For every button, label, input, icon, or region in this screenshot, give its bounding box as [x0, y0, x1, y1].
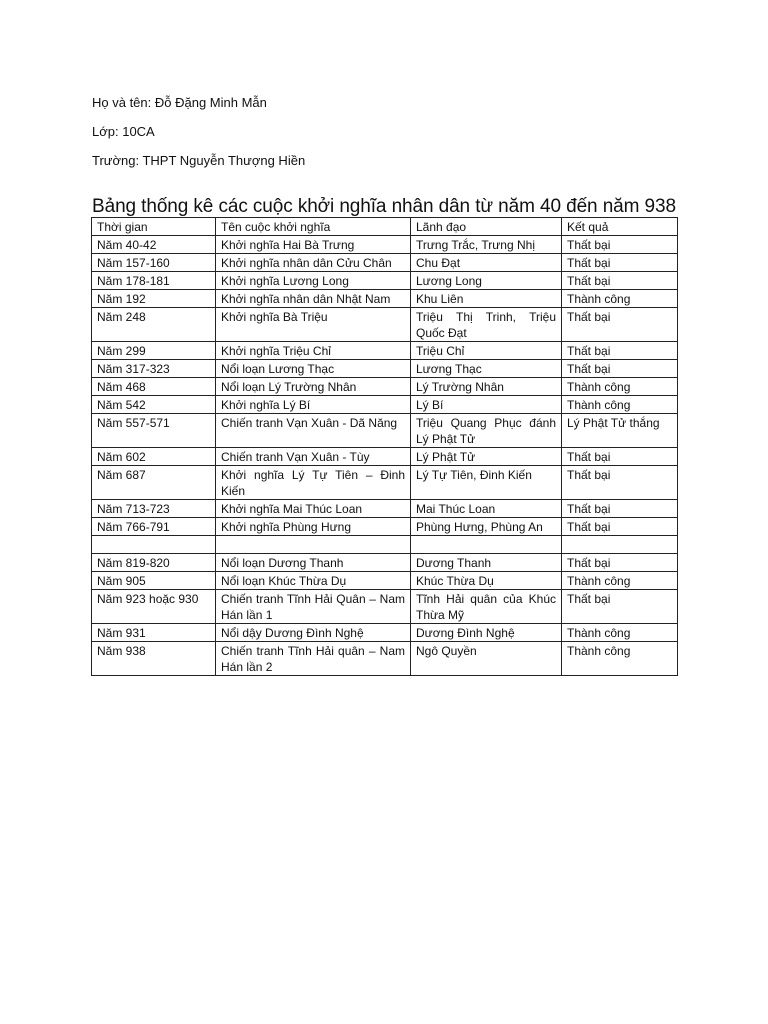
cell-time: Năm 602 — [92, 448, 216, 466]
cell-uprising-name: Chiến tranh Vạn Xuân - Dã Năng — [216, 414, 411, 448]
cell-result: Thất bại — [562, 448, 678, 466]
cell-uprising-name: Khởi nghĩa nhân dân Nhật Nam — [216, 290, 411, 308]
cell-time: Năm 40-42 — [92, 236, 216, 254]
uprisings-table — [91, 217, 678, 676]
table-row — [92, 254, 678, 272]
cell-time: Năm 923 hoặc 930 — [92, 590, 216, 624]
table-body — [92, 236, 678, 676]
cell-leader: Ngô Quyền — [411, 642, 562, 676]
cell-result: Thất bại — [562, 500, 678, 518]
student-class-line: Lớp: 10CA — [92, 124, 155, 139]
cell-time: Năm 542 — [92, 396, 216, 414]
header-leader: Lãnh đạo — [411, 218, 562, 236]
cell-uprising-name: Khởi nghĩa Lương Long — [216, 272, 411, 290]
table-header-row — [92, 218, 678, 236]
cell-uprising-name: Chiến tranh Tĩnh Hải Quân – Nam Hán lần 1 — [216, 590, 411, 624]
cell-uprising-name: Khởi nghĩa Triệu Chỉ — [216, 342, 411, 360]
cell-leader: Triệu Thị Trinh, Triệu Quốc Đạt — [411, 308, 562, 342]
cell-leader: Khúc Thừa Dụ — [411, 572, 562, 590]
header-time: Thời gian — [92, 218, 216, 236]
cell-result: Thất bại — [562, 466, 678, 500]
cell-leader — [411, 536, 562, 554]
cell-time: Năm 178-181 — [92, 272, 216, 290]
table-row — [92, 518, 678, 536]
header-result: Kết quả — [562, 218, 678, 236]
table-row — [92, 590, 678, 624]
cell-leader: Lý Trường Nhân — [411, 378, 562, 396]
cell-uprising-name: Chiến tranh Tĩnh Hải quân – Nam Hán lần 2 — [216, 642, 411, 676]
table-row — [92, 272, 678, 290]
cell-result: Thành công — [562, 572, 678, 590]
cell-time: Năm 317-323 — [92, 360, 216, 378]
cell-result: Thất bại — [562, 590, 678, 624]
cell-leader: Lương Long — [411, 272, 562, 290]
table-row — [92, 500, 678, 518]
cell-result: Thành công — [562, 624, 678, 642]
cell-leader: Phùng Hưng, Phùng An — [411, 518, 562, 536]
cell-leader: Dương Thanh — [411, 554, 562, 572]
cell-result: Thành công — [562, 396, 678, 414]
table-row — [92, 414, 678, 448]
cell-leader: Lý Bí — [411, 396, 562, 414]
cell-uprising-name: Nổi loạn Lương Thạc — [216, 360, 411, 378]
cell-result: Thành công — [562, 642, 678, 676]
cell-time: Năm 713-723 — [92, 500, 216, 518]
cell-uprising-name: Nổi loạn Dương Thanh — [216, 554, 411, 572]
student-school-line: Trường: THPT Nguyễn Thượng Hiền — [92, 153, 306, 168]
cell-uprising-name: Khởi nghĩa Bà Triệu — [216, 308, 411, 342]
cell-leader: Khu Liên — [411, 290, 562, 308]
cell-uprising-name: Nổi loạn Lý Trường Nhân — [216, 378, 411, 396]
cell-leader: Chu Đạt — [411, 254, 562, 272]
table-row — [92, 378, 678, 396]
cell-leader: Lý Phật Tử — [411, 448, 562, 466]
cell-result: Thất bại — [562, 360, 678, 378]
table-row — [92, 642, 678, 676]
table-row — [92, 448, 678, 466]
cell-time: Năm 557-571 — [92, 414, 216, 448]
table-row — [92, 236, 678, 254]
table-row — [92, 342, 678, 360]
cell-leader: Tĩnh Hải quân của Khúc Thừa Mỹ — [411, 590, 562, 624]
cell-time: Năm 299 — [92, 342, 216, 360]
cell-uprising-name: Khởi nghĩa Hai Bà Trưng — [216, 236, 411, 254]
cell-result: Thất bại — [562, 342, 678, 360]
table-row — [92, 624, 678, 642]
cell-result: Lý Phật Tử thắng — [562, 414, 678, 448]
cell-time: Năm 192 — [92, 290, 216, 308]
table-row — [92, 572, 678, 590]
document-title: Bảng thống kê các cuộc khởi nghĩa nhân dân từ năm 40 đến năm 938 — [92, 195, 676, 217]
cell-uprising-name: Khởi nghĩa nhân dân Cửu Chân — [216, 254, 411, 272]
cell-uprising-name: Khởi nghĩa Lý Tự Tiên – Đinh Kiến — [216, 466, 411, 500]
student-name-line: Họ và tên: Đỗ Đặng Minh Mẫn — [92, 95, 267, 110]
cell-time: Năm 938 — [92, 642, 216, 676]
cell-uprising-name: Nổi dậy Dương Đình Nghệ — [216, 624, 411, 642]
cell-leader: Lý Tự Tiên, Đinh Kiến — [411, 466, 562, 500]
cell-time: Năm 766-791 — [92, 518, 216, 536]
cell-time: Năm 819-820 — [92, 554, 216, 572]
cell-leader: Lương Thạc — [411, 360, 562, 378]
table-row — [92, 308, 678, 342]
cell-time: Năm 905 — [92, 572, 216, 590]
cell-uprising-name: Chiến tranh Vạn Xuân - Tùy — [216, 448, 411, 466]
cell-result: Thất bại — [562, 554, 678, 572]
cell-result: Thành công — [562, 378, 678, 396]
cell-result: Thành công — [562, 290, 678, 308]
cell-result: Thất bại — [562, 236, 678, 254]
cell-time: Năm 248 — [92, 308, 216, 342]
cell-result: Thất bại — [562, 254, 678, 272]
cell-time: Năm 931 — [92, 624, 216, 642]
table-row — [92, 466, 678, 500]
cell-uprising-name: Khởi nghĩa Mai Thúc Loan — [216, 500, 411, 518]
cell-result: Thất bại — [562, 518, 678, 536]
cell-uprising-name: Khởi nghĩa Phùng Hưng — [216, 518, 411, 536]
cell-uprising-name: Khởi nghĩa Lý Bí — [216, 396, 411, 414]
cell-time — [92, 536, 216, 554]
table-row — [92, 536, 678, 554]
table-row — [92, 360, 678, 378]
cell-leader: Triệu Chỉ — [411, 342, 562, 360]
cell-uprising-name: Nổi loạn Khúc Thừa Dụ — [216, 572, 411, 590]
cell-leader: Dương Đình Nghệ — [411, 624, 562, 642]
cell-result: Thất bại — [562, 308, 678, 342]
cell-uprising-name — [216, 536, 411, 554]
header-uprising-name: Tên cuộc khởi nghĩa — [216, 218, 411, 236]
cell-result: Thất bại — [562, 272, 678, 290]
cell-leader: Trưng Trắc, Trưng Nhị — [411, 236, 562, 254]
cell-time: Năm 468 — [92, 378, 216, 396]
table-row — [92, 396, 678, 414]
table-row — [92, 290, 678, 308]
cell-leader: Triệu Quang Phục đánh Lý Phật Tử — [411, 414, 562, 448]
cell-time: Năm 687 — [92, 466, 216, 500]
cell-time: Năm 157-160 — [92, 254, 216, 272]
cell-result — [562, 536, 678, 554]
cell-leader: Mai Thúc Loan — [411, 500, 562, 518]
table-row — [92, 554, 678, 572]
